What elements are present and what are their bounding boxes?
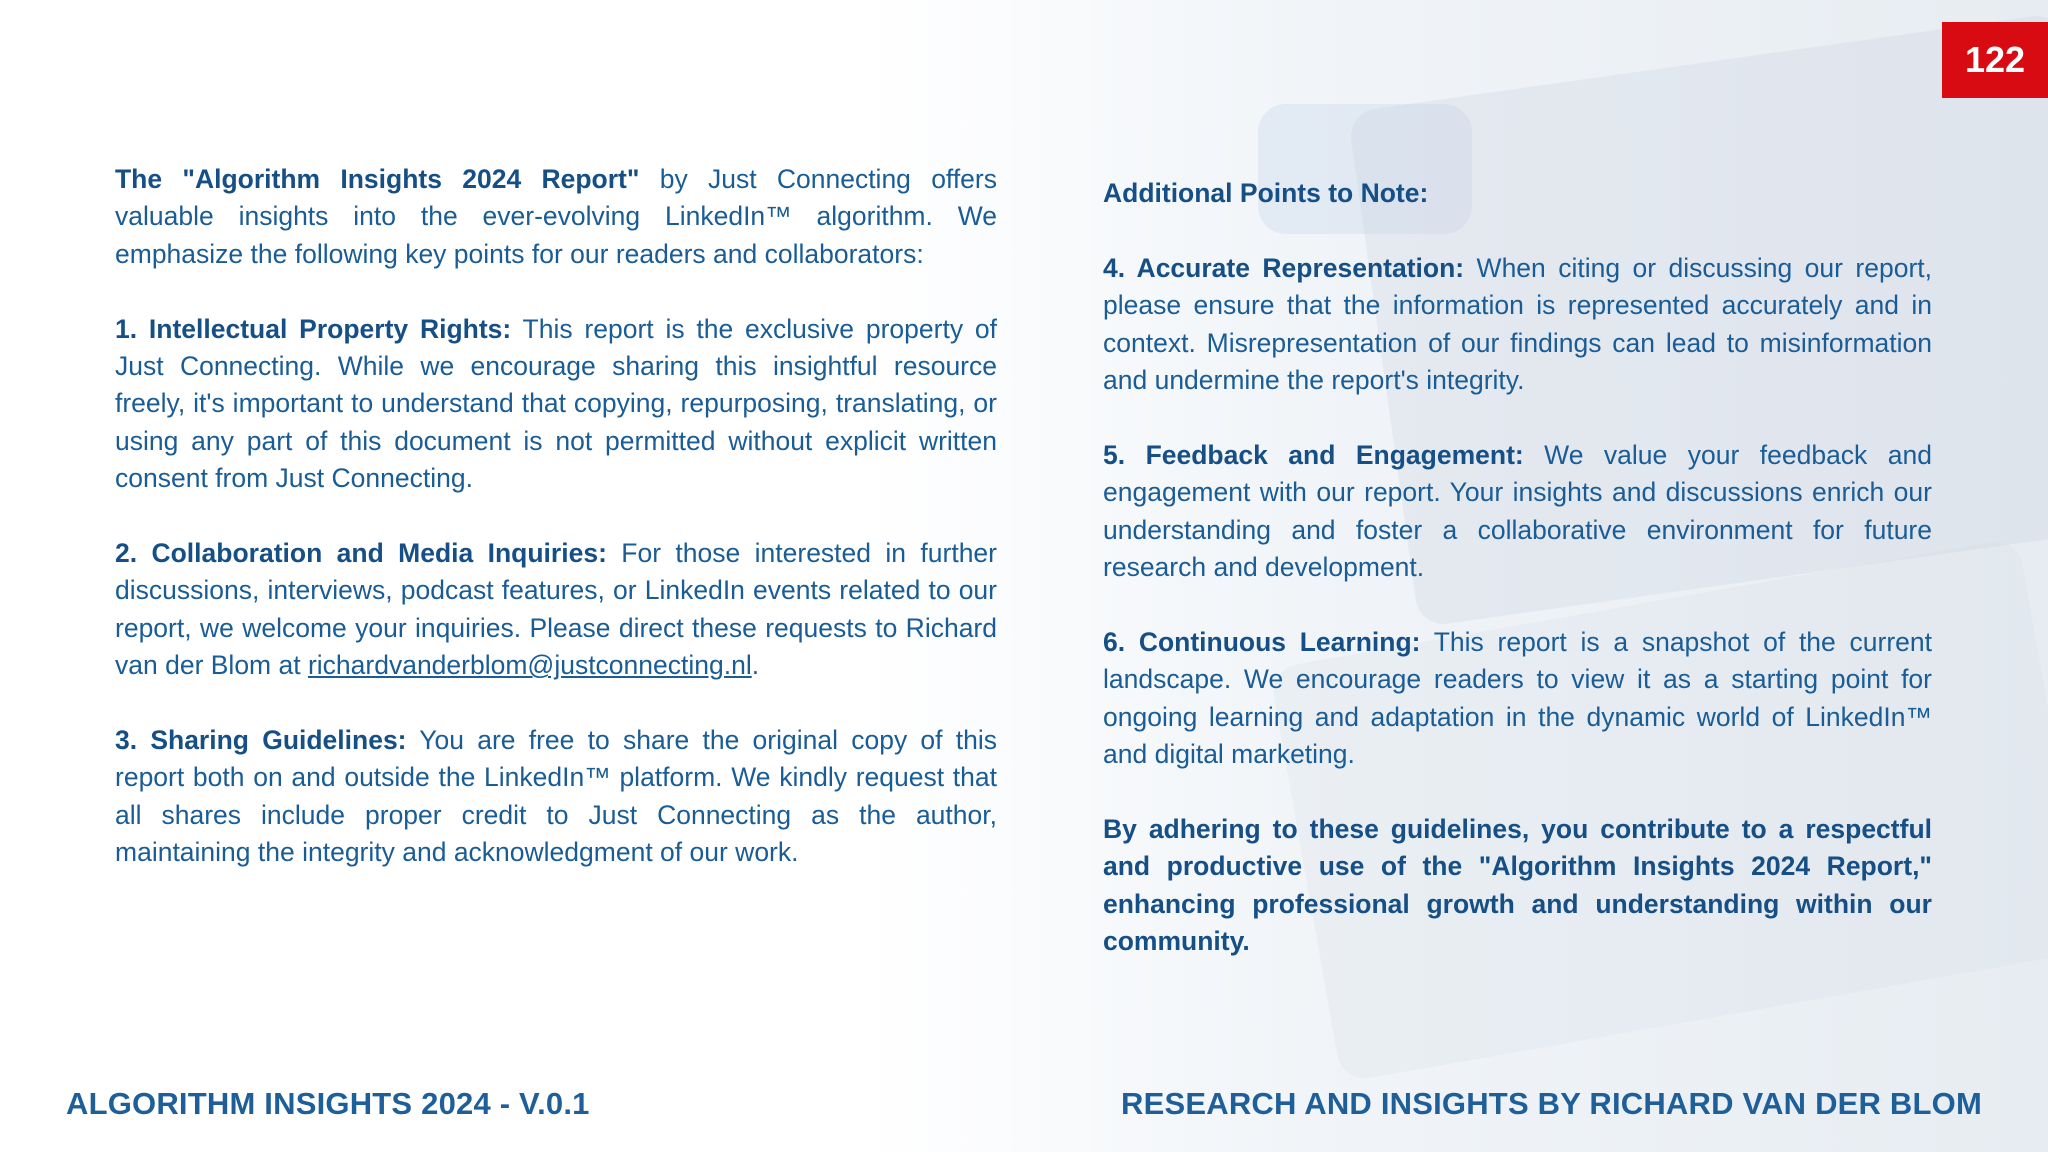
point-1-text: This report is the exclusive property of Just Connecting. While we encourage sharing this insightful resource freely, it's important to understand that copying, repurposing, translating, or using any part of this document is not permitted without explicit written consent from Just Connecting. bbox=[115, 313, 997, 494]
intro-text: by Just Connecting offers valuable insights into the ever-evolving LinkedIn™ algorithm. We emphasize the following key points for our readers and collaborators: bbox=[115, 164, 997, 269]
right-column bbox=[1103, 175, 1932, 960]
point-4-text: When citing or discussing our report, please ensure that the information is represented accurately and in context. Misrepresentation of our findings can lead to misinformation and undermine the report's integrity. bbox=[1103, 252, 1932, 396]
left-column bbox=[115, 161, 997, 872]
point-3-paragraph bbox=[115, 722, 997, 872]
point-5-text: We value your feedback and engagement with our report. Your insights and discussions enrich our understanding and foster a collaborative environment for future research and development. bbox=[1103, 439, 1932, 583]
point-2-paragraph bbox=[115, 535, 997, 685]
intro-bold: The "Algorithm Insights 2024 Report" bbox=[115, 164, 640, 194]
footer-author-credit: RESEARCH AND INSIGHTS BY RICHARD VAN DER BLOM bbox=[1121, 1086, 1982, 1121]
point-6-title: 6. Continuous Learning: bbox=[1103, 626, 1421, 657]
point-2-end: . bbox=[751, 650, 760, 681]
point-2-text: For those interested in further discussions, interviews, podcast features, or LinkedIn events related to our report, we welcome your inquiries. Please direct these requests to Richard van der Blom at bbox=[115, 538, 998, 681]
point-5-title: 5. Feedback and Engagement: bbox=[1103, 439, 1524, 470]
closing-statement: By adhering to these guidelines, you contribute to a respectful and productive use of the "Algorithm Insights 2024 Report," enhancing professional growth and understanding within our community. bbox=[1103, 813, 1932, 957]
point-3-title: 3. Sharing Guidelines: bbox=[115, 725, 407, 756]
point-3-text: You are free to share the original copy of this report both on and outside the LinkedIn™ platform. We kindly request that all shares include proper credit to Just Connecting as the author, maintaining the integrity and acknowledgment of our work. bbox=[115, 725, 997, 868]
footer-report-title: ALGORITHM INSIGHTS 2024 - V.0.1 bbox=[66, 1086, 590, 1121]
additional-points-heading: Additional Points to Note: bbox=[1103, 178, 1429, 208]
point-4-paragraph bbox=[1103, 250, 1932, 400]
point-1-paragraph bbox=[115, 311, 997, 498]
page-number-badge: 122 bbox=[1942, 22, 2048, 98]
intro-paragraph bbox=[115, 161, 997, 273]
point-5-paragraph bbox=[1103, 437, 1932, 587]
point-1-title: 1. Intellectual Property Rights: bbox=[115, 313, 512, 344]
point-6-text: This report is a snapshot of the current landscape. We encourage readers to view it as a starting point for ongoing learning and adaptation in the dynamic world of LinkedIn™ and digital marketing. bbox=[1103, 626, 1932, 770]
point-4-title: 4. Accurate Representation: bbox=[1103, 252, 1465, 283]
point-2-title: 2. Collaboration and Media Inquiries: bbox=[115, 538, 607, 569]
contact-email-link[interactable]: richardvanderblom@justconnecting.nl bbox=[307, 650, 752, 681]
point-6-paragraph bbox=[1103, 624, 1932, 774]
